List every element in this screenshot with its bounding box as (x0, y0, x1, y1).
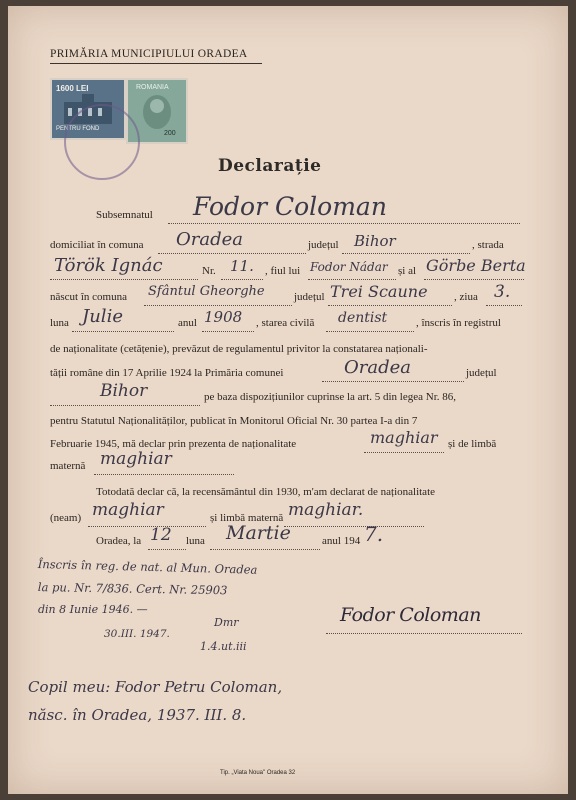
label-ziua: , ziua (454, 291, 478, 303)
label-judetul-registry: județul (466, 367, 497, 379)
value-census-language: maghiar. (288, 500, 364, 520)
label-materna: maternă (50, 460, 86, 472)
label-subsemnatul: Subsemnatul (96, 209, 153, 221)
label-luna-date: luna (186, 535, 205, 547)
value-street: Török Ignác (54, 255, 163, 276)
dotted-line (326, 330, 414, 332)
dotted-line (221, 278, 263, 280)
label-inscris: , înscris în registrul (416, 317, 501, 329)
declarant-name: Fodor Coloman (193, 192, 387, 221)
dotted-line (322, 380, 464, 382)
text-declaration: Februarie 1945, mă declar prin prezenta de naționalitate (50, 438, 297, 450)
value-registry-commune: Oradea (344, 357, 411, 378)
dotted-line (168, 222, 520, 224)
value-birth-county: Trei Scaune (330, 282, 428, 301)
value-father-name: Fodor Nádar (310, 260, 388, 274)
value-declared-nationality: maghiar (370, 428, 438, 447)
stamp-value: 1600 LEI (56, 84, 89, 93)
printer-imprint: Tip. „Viata Noua" Oradea 32 (220, 770, 296, 776)
declarant-signature: Fodor Coloman (340, 604, 481, 626)
value-census-nationality: maghiar (92, 500, 164, 520)
dotted-line (94, 473, 234, 475)
text-romanian-citizenship: tății române din 17 Aprilie 1924 la Primăria comunei (50, 367, 284, 379)
stamp-caption: PENTRU FOND (56, 126, 100, 132)
label-domiciliat: domiciliat în comuna (50, 239, 144, 251)
value-mother-tongue: maghiar (100, 449, 172, 469)
value-birth-commune: Sfântul Gheorghe (148, 284, 265, 299)
value-date-day: 12 (150, 525, 172, 545)
text-statute: pentru Statutul Naționalităților, publicat în Monitorul Oficial Nr. 30 partea I-a din 7 (50, 415, 418, 427)
label-anul: anul (178, 317, 197, 329)
label-fiul-lui: , fiul lui (265, 265, 301, 277)
value-domicile-commune: Oradea (176, 229, 243, 250)
dotted-line (210, 548, 320, 550)
label-judetul: județul (308, 239, 339, 251)
dotted-line (202, 330, 254, 332)
signature-line (326, 632, 522, 634)
dotted-line (328, 304, 452, 306)
document-title: Declarație (218, 156, 322, 176)
declaration-sheet (8, 6, 568, 794)
value-date-year: 7. (364, 522, 384, 546)
header-underline (50, 63, 262, 64)
label-oradea-la: Oradea, la (96, 535, 142, 547)
value-birth-day: 3. (494, 282, 511, 302)
registry-note-ref: 1.4.ut.iii (200, 640, 247, 653)
value-birth-month: Julie (82, 306, 123, 327)
city-hall-header: PRIMĂRIA MUNICIPIULUI ORADEA (50, 48, 248, 60)
label-anul-date: anul 194 (322, 535, 361, 547)
dotted-line (88, 525, 206, 527)
child-note-line-1: Copil meu: Fodor Petru Coloman, (28, 678, 283, 696)
value-occupation: dentist (338, 310, 388, 326)
dotted-line (308, 278, 396, 280)
child-note-line-2: născ. în Oradea, 1937. III. 8. (28, 706, 247, 724)
value-mother-name: Görbe Berta (426, 256, 526, 275)
label-judetul-birth: județul (294, 291, 325, 303)
registry-note-line-3: din 8 Iunie 1946. — (38, 603, 148, 616)
value-county: Bihor (354, 232, 396, 250)
dotted-line (284, 525, 424, 527)
registry-note-initials: Dmr (214, 616, 239, 629)
registry-note-line-2: la pu. Nr. 7/836. Cert. Nr. 25903 (37, 580, 228, 598)
label-limba-materna: și limbă maternă (210, 512, 284, 524)
label-si-al: și al (398, 265, 417, 277)
dotted-line (72, 330, 174, 332)
dotted-line (486, 304, 522, 306)
dotted-line (50, 404, 200, 406)
label-nr: Nr. (202, 265, 216, 277)
value-registry-county: Bihor (100, 381, 148, 401)
registry-note-line-1: Înscris în reg. de nat. al Mun. Oradea (37, 557, 258, 577)
official-seal (64, 104, 140, 180)
stamp-value-2: 200 (164, 130, 176, 137)
dotted-line (148, 548, 186, 550)
label-nascut: născut în comuna (50, 291, 127, 303)
text-legal-basis: pe baza dispozițiunilor cuprinse la art. 5 din legea Nr. 86, (204, 391, 457, 403)
dotted-line (144, 304, 292, 306)
dotted-line (342, 252, 470, 254)
label-si-de-limba: și de limbă (448, 438, 497, 450)
value-date-month: Martie (226, 522, 291, 544)
text-census-declaration: Totodată declar că, la recensământul din 1930, m'am declarat de naționalitate (96, 486, 436, 498)
label-neam: (neam) (50, 512, 82, 524)
dotted-line (50, 278, 198, 280)
label-starea-civila: , starea civilă (256, 317, 315, 329)
registry-note-date: 30.III. 1947. (104, 628, 170, 640)
text-nationality-registry: de naționalitate (cetățenie), prevăzut de regulamentul privitor la constatarea naționali- (50, 343, 428, 355)
dotted-line (424, 278, 524, 280)
label-luna: luna (50, 317, 69, 329)
value-house-number: 11. (230, 257, 254, 275)
value-birth-year: 1908 (204, 308, 243, 326)
dotted-line (158, 252, 306, 254)
label-strada: , strada (472, 239, 504, 251)
stamp-country: ROMANIA (136, 84, 169, 91)
dotted-line (364, 451, 444, 453)
